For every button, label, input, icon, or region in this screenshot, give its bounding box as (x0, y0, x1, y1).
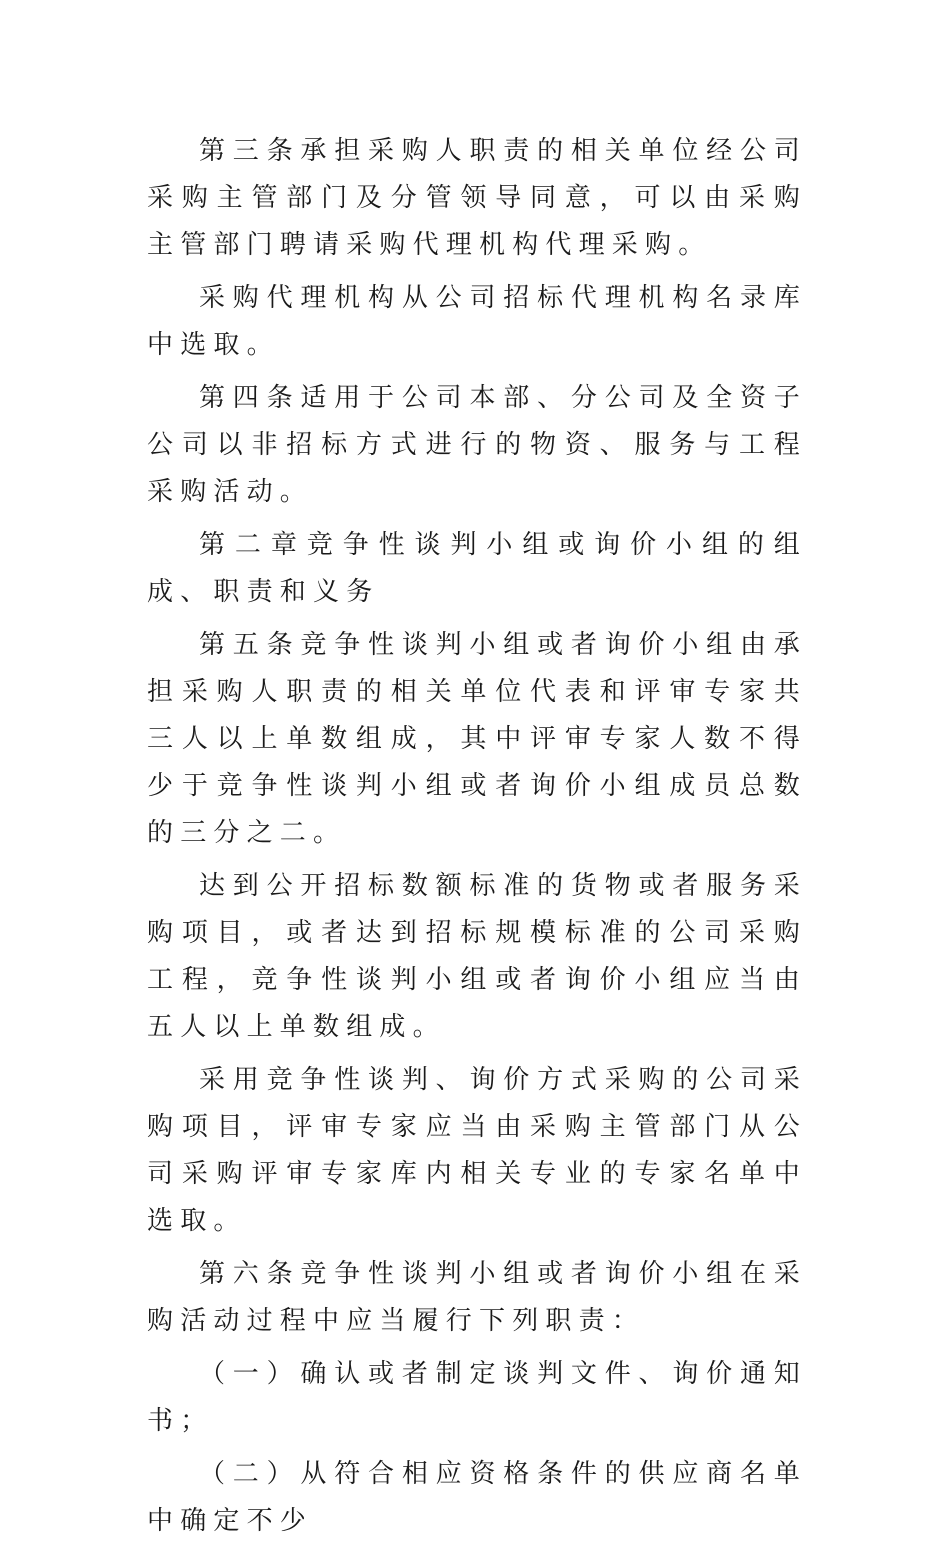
paragraph-article-5: 第五条竞争性谈判小组或者询价小组由承担采购人职责的相关单位代表和评审专家共三人以上单数组成，其中评审专家人数不得少于竞争性谈判小组或者询价小组成员总数的三分之二。 (147, 630, 807, 848)
paragraph-article-6: 第六条竞争性谈判小组或者询价小组在采购活动过程中应当履行下列职责： (147, 1259, 807, 1336)
paragraph-article-3: 第三条承担采购人职责的相关单位经公司采购主管部门及分管领导同意，可以由采购主管部门聘请采购代理机构代理采购。 (147, 136, 807, 260)
paragraph-five-members: 达到公开招标数额标准的货物或者服务采购项目，或者达到招标规模标准的公司采购工程，竞争性谈判小组或者询价小组应当由五人以上单数组成。 (147, 871, 807, 1042)
paragraph-agency-selection: 采购代理机构从公司招标代理机构名录库中选取。 (147, 283, 807, 360)
list-item-1: （一）确认或者制定谈判文件、询价通知书； (147, 1359, 807, 1436)
paragraph-article-4: 第四条适用于公司本部、分公司及全资子公司以非招标方式进行的物资、服务与工程采购活动。 (147, 383, 807, 507)
chapter-2-heading: 第二章竞争性谈判小组或询价小组的组成、职责和义务 (147, 530, 807, 607)
paragraph-expert-selection: 采用竞争性谈判、询价方式采购的公司采购项目，评审专家应当由采购主管部门从公司采购评审专家库内相关专业的专家名单中选取。 (147, 1065, 807, 1236)
document-body (147, 128, 807, 1551)
list-item-2: （二）从符合相应资格条件的供应商名单中确定不少 (147, 1459, 807, 1536)
